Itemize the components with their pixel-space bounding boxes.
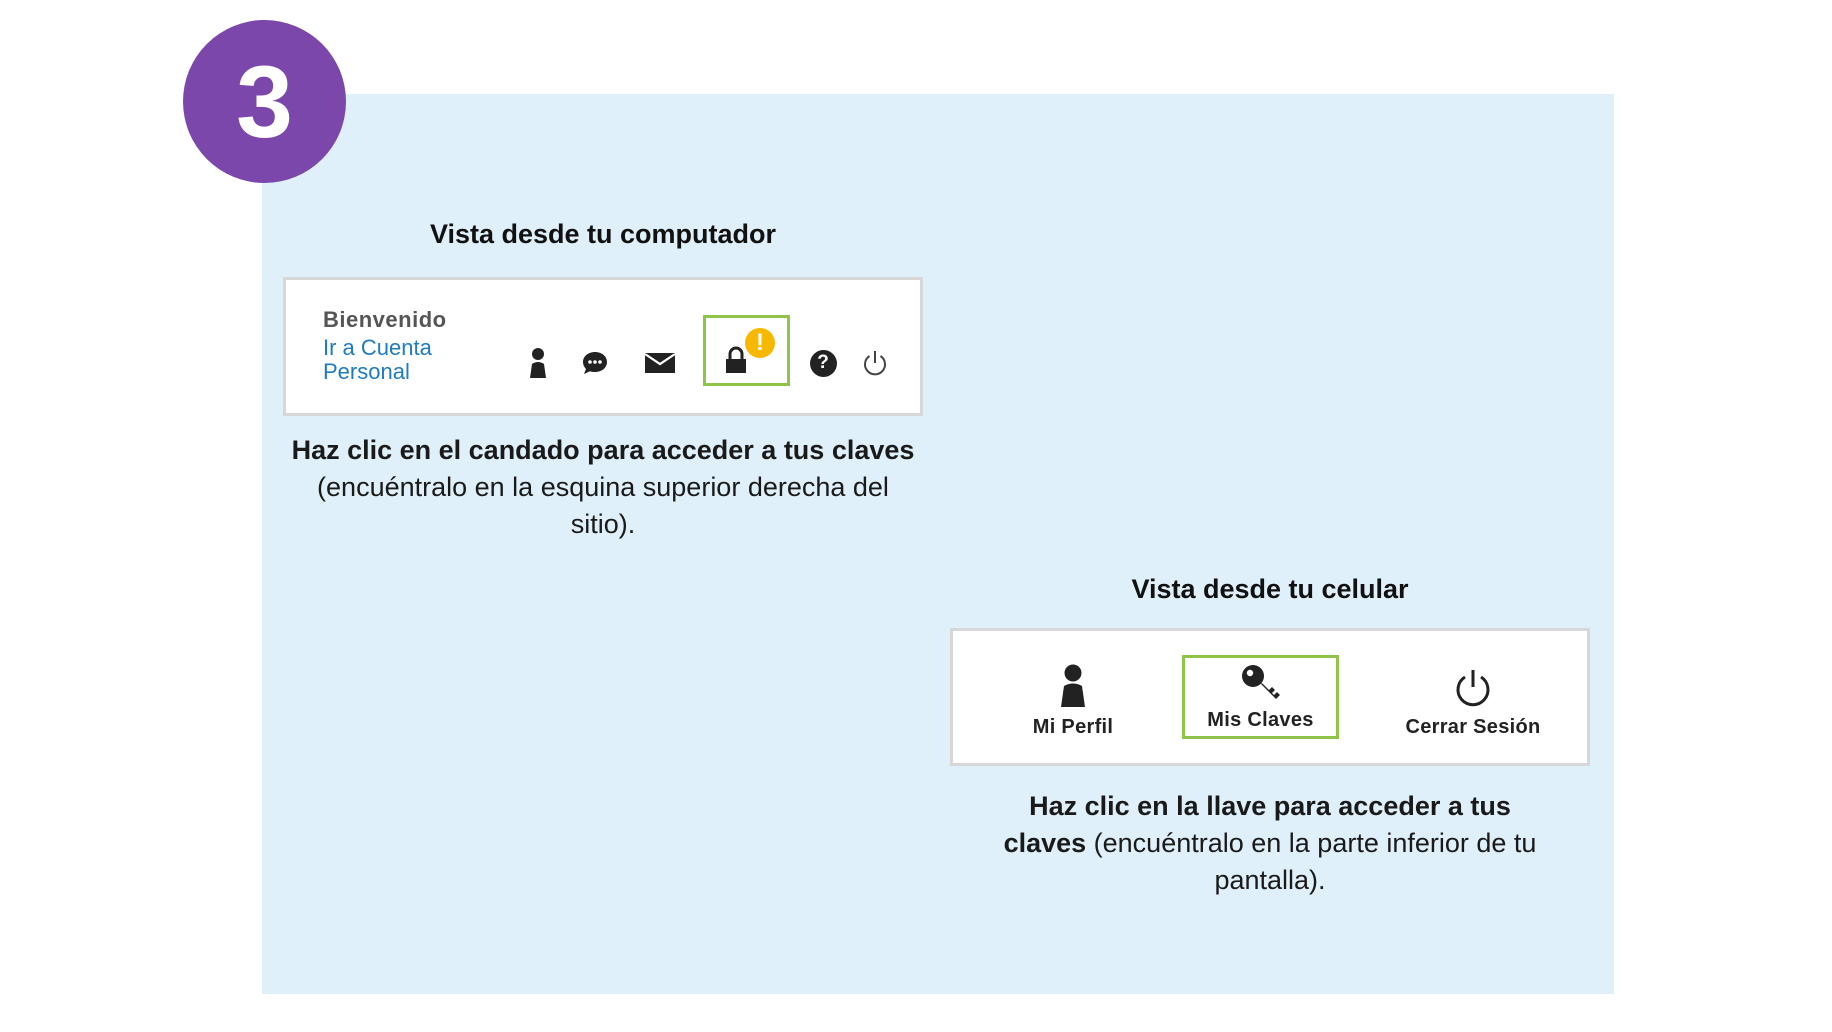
alert-mark: !: [756, 329, 764, 356]
key-icon: [1240, 663, 1282, 703]
help-mark: ?: [810, 350, 837, 377]
step-number-badge: [183, 20, 346, 183]
mobile-caption: [1000, 788, 1540, 899]
user-icon[interactable]: [523, 346, 553, 380]
chat-icon[interactable]: [580, 346, 610, 380]
mobile-caption-bold: Haz clic en la llave para acceder a tus claves: [1003, 791, 1511, 858]
desktop-caption-bold: Haz clic en el candado para acceder a tus claves: [291, 435, 915, 465]
power-icon: [1453, 662, 1493, 708]
step-number: 3: [236, 44, 293, 159]
lock-button[interactable]: [703, 315, 790, 386]
my-keys-label: Mis Claves: [1207, 708, 1314, 731]
personal-account-link[interactable]: Ir a Cuenta Personal: [323, 335, 432, 384]
desktop-heading: Vista desde tu computador: [429, 219, 777, 249]
mobile-caption-normal: (encuéntralo en la parte inferior de tu pantalla).: [1086, 828, 1537, 895]
user-icon: [1058, 662, 1088, 708]
mobile-menu-bar: [950, 628, 1590, 766]
alert-icon: [745, 328, 775, 358]
desktop-caption-normal: (encuéntralo en la esquina superior derecha del sitio).: [317, 472, 889, 539]
logout-label: Cerrar Sesión: [1405, 715, 1541, 738]
mail-icon[interactable]: [643, 346, 677, 380]
desktop-caption: [283, 432, 923, 543]
my-keys-button[interactable]: [1182, 655, 1339, 739]
lock-icon: [724, 346, 748, 379]
my-profile-button[interactable]: [993, 631, 1153, 763]
help-icon[interactable]: [808, 346, 838, 380]
desktop-header-bar: [283, 277, 923, 416]
logout-button[interactable]: [1373, 631, 1573, 763]
mobile-heading: Vista desde tu celular: [1131, 574, 1409, 604]
my-profile-label: Mi Perfil: [1032, 715, 1114, 738]
welcome-label: Bienvenido: [323, 307, 447, 332]
power-icon[interactable]: [859, 346, 891, 380]
